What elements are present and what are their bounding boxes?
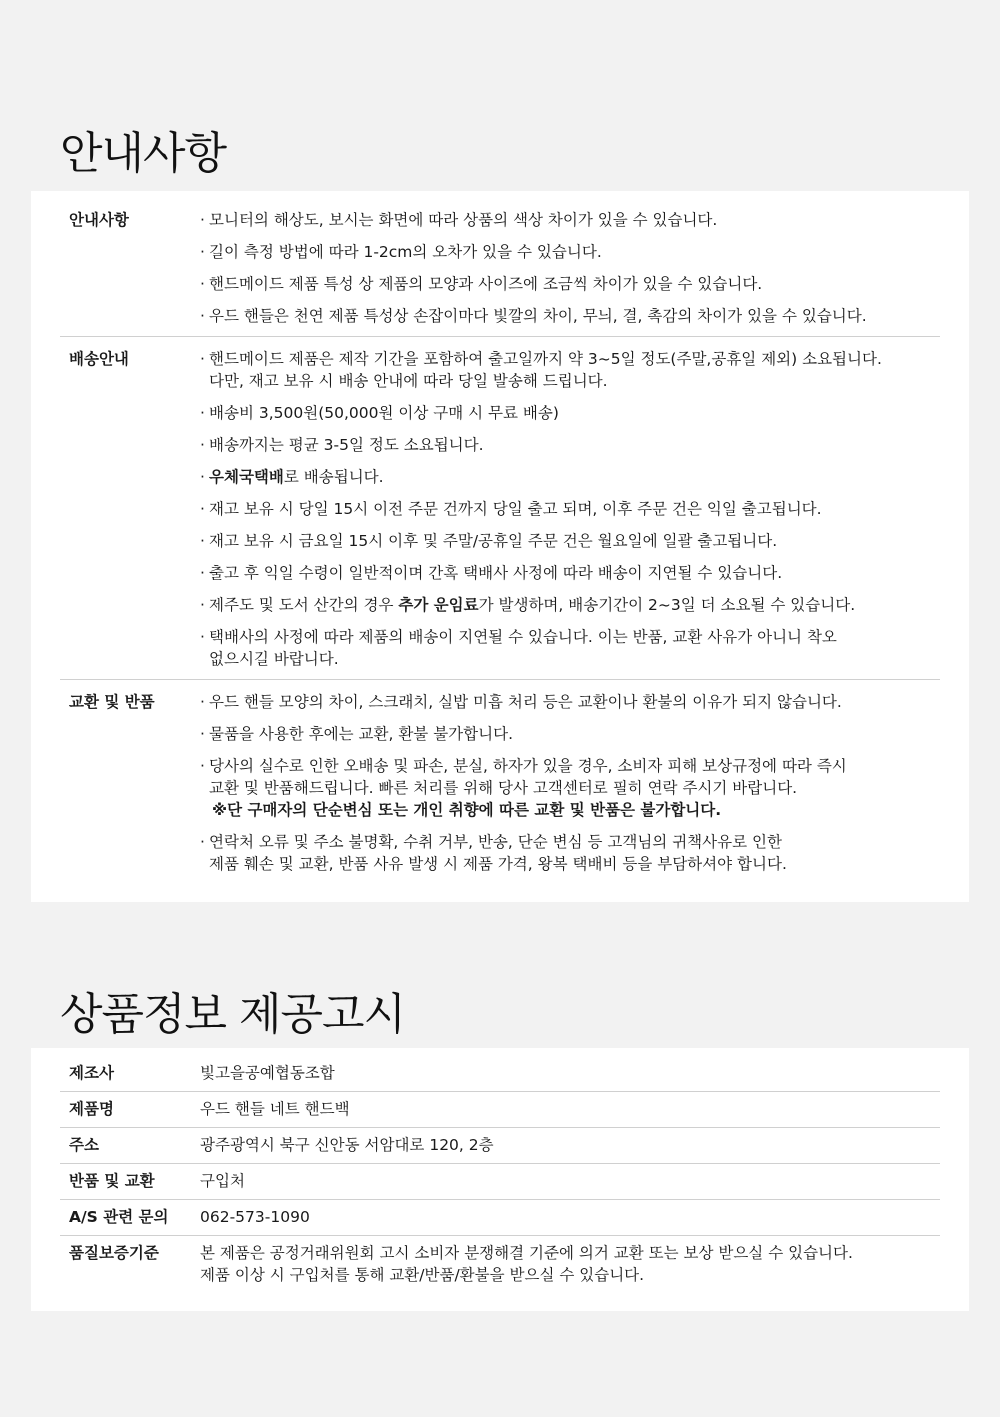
product-info-title: 상품정보 제공고시: [60, 989, 406, 1040]
notice-item-text: [209, 348, 940, 392]
notice-text: 모니터의 해상도, 보시는 화면에 따라 상품의 색상 차이가 있을 수 있습니다.: [209, 211, 718, 229]
notice-item-text: [209, 691, 940, 713]
notice-item: [200, 626, 940, 670]
notice-text: 우드 핸들 모양의 차이, 스크래치, 실밥 미흡 처리 등은 교환이나 환불의 이유가 되지 않습니다.: [209, 693, 842, 711]
notice-item: [200, 594, 940, 616]
notice-item-list: [200, 209, 940, 327]
notice-item-text: [209, 755, 940, 821]
notice-item: [200, 209, 940, 231]
bullet-icon: ·: [200, 468, 205, 486]
notice-text: 제주도 및 도서 산간의 경우: [209, 596, 399, 614]
info-row-value: 광주광역시 북구 신안동 서암대로 120, 2층: [200, 1136, 494, 1154]
notice-item-text: [209, 594, 940, 616]
notice-text: 핸드메이드 제품은 제작 기간을 포함하여 출고일까지 약 3~5일 정도(주말,공휴일 제외) 소요됩니다. 다만, 재고 보유 시 배송 안내에 따라 당일 발송해 드립니다.: [209, 350, 882, 390]
notice-warning: ※단 구매자의 단순변심 또는 개인 취향에 따른 교환 및 반품은 불가합니다.: [212, 801, 722, 819]
notice-item: [200, 691, 940, 713]
notice-section: [60, 191, 940, 336]
notice-item: [200, 831, 940, 875]
notice-item-text: [209, 241, 940, 263]
notice-item: [200, 241, 940, 263]
bullet-icon: ·: [200, 500, 205, 518]
info-row-value: 빛고을공예협동조합: [200, 1064, 335, 1082]
product-info-panel: [31, 1048, 969, 1311]
notice-item: [200, 434, 940, 456]
bullet-icon: ·: [200, 436, 205, 454]
bullet-icon: ·: [200, 693, 205, 711]
bullet-icon: ·: [200, 350, 205, 368]
notice-item-text: [209, 831, 940, 875]
info-row: [60, 1235, 940, 1293]
notice-panel: [31, 191, 969, 902]
notice-item: [200, 402, 940, 424]
bullet-icon: ·: [200, 532, 205, 550]
notice-item-text: [209, 498, 940, 520]
bullet-icon: ·: [200, 307, 205, 325]
notice-item-text: [209, 402, 940, 424]
notice-text: 연락처 오류 및 주소 불명확, 수취 거부, 반송, 단순 변심 등 고객님의 귀책사유로 인한 제품 훼손 및 교환, 반품 사유 발생 시 제품 가격, 왕복 택배비 등을 부담하셔야 합니다.: [209, 833, 787, 873]
bullet-icon: ·: [200, 211, 205, 229]
notice-emphasis: 추가 운임료: [398, 596, 479, 614]
notice-item-text: [209, 273, 940, 295]
bullet-icon: ·: [200, 833, 205, 851]
info-row: [60, 1199, 940, 1235]
info-row-value: 우드 핸들 네트 핸드백: [200, 1100, 350, 1118]
notice-text: 재고 보유 시 당일 15시 이전 주문 건까지 당일 출고 되며, 이후 주문 건은 익일 출고됩니다.: [209, 500, 822, 518]
notice-section: [60, 336, 940, 679]
notice-text: 핸드메이드 제품 특성 상 제품의 모양과 사이즈에 조금씩 차이가 있을 수 있습니다.: [209, 275, 763, 293]
notice-section-label: 교환 및 반품: [69, 693, 155, 711]
info-row-label: 주소: [69, 1136, 99, 1154]
notice-text: 출고 후 익일 수령이 일반적이며 간혹 택배사 사정에 따라 배송이 지연될 수 있습니다.: [209, 564, 783, 582]
notice-text: 물품을 사용한 후에는 교환, 환불 불가합니다.: [209, 725, 514, 743]
notice-item-text: [209, 626, 940, 670]
notice-emphasis: 우체국택배: [209, 468, 284, 486]
info-row-value: 본 제품은 공정거래위원회 고시 소비자 분쟁해결 기준에 의거 교환 또는 보상 받으실 수 있습니다. 제품 이상 시 구입처를 통해 교환/반품/환불을 받으실 수 있습니다.: [200, 1244, 853, 1284]
notice-item-list: [200, 691, 940, 875]
notice-text: 우드 핸들은 천연 제품 특성상 손잡이마다 빛깔의 차이, 무늬, 결, 촉감의 차이가 있을 수 있습니다.: [209, 307, 867, 325]
notice-text: 택배사의 사정에 따라 제품의 배송이 지연될 수 있습니다. 이는 반품, 교환 사유가 아니니 착오 없으시길 바랍니다.: [209, 628, 837, 668]
info-row-label: 제조사: [69, 1064, 114, 1082]
info-row: [60, 1163, 940, 1199]
notice-section: [60, 679, 940, 884]
info-row-value: 구입처: [200, 1172, 245, 1190]
bullet-icon: ·: [200, 404, 205, 422]
notice-text: 배송비 3,500원(50,000원 이상 구매 시 무료 배송): [209, 404, 559, 422]
bullet-icon: ·: [200, 275, 205, 293]
bullet-icon: ·: [200, 564, 205, 582]
notice-section-label: 배송안내: [69, 350, 129, 368]
notice-text: 길이 측정 방법에 따라 1-2cm의 오차가 있을 수 있습니다.: [209, 243, 602, 261]
info-row: [60, 1091, 940, 1127]
notice-item: [200, 466, 940, 488]
notice-item-text: [209, 434, 940, 456]
info-row-value: 062-573-1090: [200, 1208, 310, 1226]
notice-item-list: [200, 348, 940, 670]
notice-text: 로 배송됩니다.: [283, 468, 384, 486]
bullet-icon: ·: [200, 757, 205, 775]
notice-item-text: [209, 466, 940, 488]
notice-item-text: [209, 723, 940, 745]
notice-item: [200, 723, 940, 745]
info-row-label: 제품명: [69, 1100, 114, 1118]
bullet-icon: ·: [200, 628, 205, 646]
notice-text: 배송까지는 평균 3-5일 정도 소요됩니다.: [209, 436, 484, 454]
notice-text: 재고 보유 시 금요일 15시 이후 및 주말/공휴일 주문 건은 월요일에 일괄 출고됩니다.: [209, 532, 778, 550]
bullet-icon: ·: [200, 243, 205, 261]
notice-item: [200, 348, 940, 392]
notice-text: 가 발생하며, 배송기간이 2~3일 더 소요될 수 있습니다.: [478, 596, 856, 614]
info-row: [60, 1048, 940, 1091]
notice-item-text: [209, 562, 940, 584]
notice-item: [200, 498, 940, 520]
notice-item-text: [209, 209, 940, 231]
notice-item: [200, 755, 940, 821]
notice-item: [200, 530, 940, 552]
info-row-label: 반품 및 교환: [69, 1172, 155, 1190]
notice-text: 당사의 실수로 인한 오배송 및 파손, 분실, 하자가 있을 경우, 소비자 피해 보상규정에 따라 즉시 교환 및 반품해드립니다. 빠른 처리를 위해 당사 고객센터로 필히 연락 주시기 바랍니다.: [209, 757, 847, 797]
notice-item: [200, 562, 940, 584]
bullet-icon: ·: [200, 596, 205, 614]
notice-title: 안내사항: [60, 128, 227, 179]
info-row-label: A/S 관련 문의: [69, 1208, 169, 1226]
notice-item: [200, 305, 940, 327]
info-row: [60, 1127, 940, 1163]
info-row-label: 품질보증기준: [69, 1244, 159, 1262]
notice-item: [200, 273, 940, 295]
notice-item-text: [209, 530, 940, 552]
notice-section-label: 안내사항: [69, 211, 129, 229]
notice-item-text: [209, 305, 940, 327]
bullet-icon: ·: [200, 725, 205, 743]
